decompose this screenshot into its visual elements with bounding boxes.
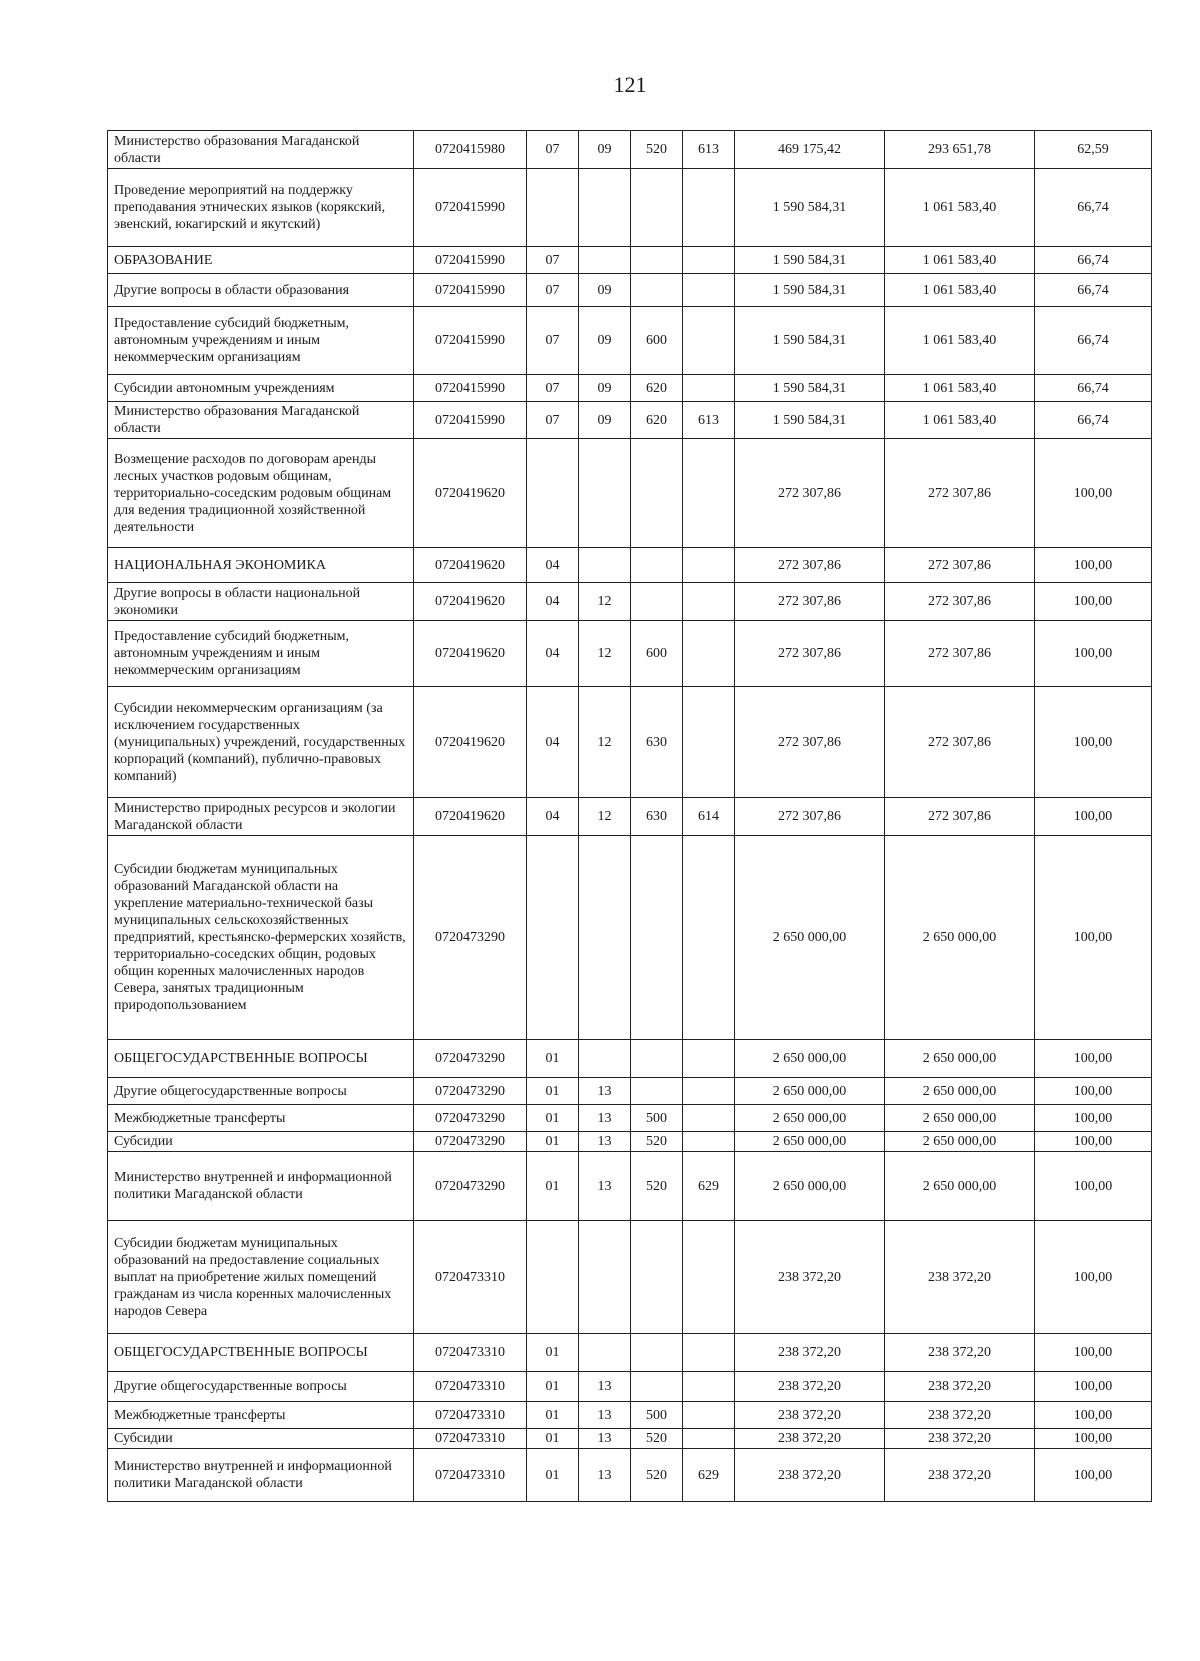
subsection-cell <box>579 1040 631 1078</box>
administrator-cell: 613 <box>683 131 735 169</box>
execution-percent-cell: 66,74 <box>1035 169 1152 247</box>
target-article-cell: 0720473290 <box>414 1152 527 1221</box>
target-article-cell: 0720473310 <box>414 1372 527 1402</box>
subsection-cell: 13 <box>579 1105 631 1132</box>
administrator-cell: 614 <box>683 798 735 836</box>
planned-amount-cell: 1 590 584,31 <box>735 375 885 402</box>
row-name-cell: Субсидии <box>108 1429 414 1449</box>
execution-percent-cell: 100,00 <box>1035 621 1152 687</box>
expense-type-cell <box>631 1040 683 1078</box>
expense-type-cell <box>631 1334 683 1372</box>
table-row <box>108 1334 1152 1372</box>
expense-type-cell: 500 <box>631 1105 683 1132</box>
subsection-cell <box>579 169 631 247</box>
expense-type-cell <box>631 169 683 247</box>
executed-amount-cell: 293 651,78 <box>885 131 1035 169</box>
row-name-cell: Субсидии бюджетам муниципальных образований на предоставление социальных выплат на приобретение жилых помещений гражданам из числа коренных малочисленных народов Севера <box>108 1221 414 1334</box>
planned-amount-cell: 238 372,20 <box>735 1221 885 1334</box>
table-row <box>108 1402 1152 1429</box>
row-name-cell: Возмещение расходов по договорам аренды лесных участков родовым общинам, территориально-соседским родовым общинам для ведения традиционной хозяйственной деятельности <box>108 439 414 548</box>
administrator-cell <box>683 1078 735 1105</box>
executed-amount-cell: 2 650 000,00 <box>885 1152 1035 1221</box>
planned-amount-cell: 1 590 584,31 <box>735 274 885 307</box>
execution-percent-cell: 100,00 <box>1035 1078 1152 1105</box>
table-row <box>108 307 1152 375</box>
expense-type-cell: 500 <box>631 1402 683 1429</box>
table-row <box>108 583 1152 621</box>
row-name-cell: ОБЩЕГОСУДАРСТВЕННЫЕ ВОПРОСЫ <box>108 1334 414 1372</box>
planned-amount-cell: 2 650 000,00 <box>735 1078 885 1105</box>
executed-amount-cell: 1 061 583,40 <box>885 402 1035 439</box>
section-cell <box>527 836 579 1040</box>
administrator-cell <box>683 1429 735 1449</box>
execution-percent-cell: 100,00 <box>1035 1334 1152 1372</box>
executed-amount-cell: 272 307,86 <box>885 687 1035 798</box>
expense-type-cell: 520 <box>631 1152 683 1221</box>
execution-percent-cell: 100,00 <box>1035 1132 1152 1152</box>
execution-percent-cell: 100,00 <box>1035 548 1152 583</box>
table-row <box>108 548 1152 583</box>
table-row <box>108 1132 1152 1152</box>
executed-amount-cell: 272 307,86 <box>885 621 1035 687</box>
subsection-cell: 12 <box>579 621 631 687</box>
table-row <box>108 1078 1152 1105</box>
expense-type-cell: 630 <box>631 798 683 836</box>
row-name-cell: Предоставление субсидий бюджетным, автономным учреждениям и иным некоммерческим организациям <box>108 307 414 375</box>
expense-type-cell: 520 <box>631 1132 683 1152</box>
table-row <box>108 169 1152 247</box>
section-cell: 01 <box>527 1429 579 1449</box>
subsection-cell <box>579 836 631 1040</box>
expense-type-cell <box>631 583 683 621</box>
executed-amount-cell: 2 650 000,00 <box>885 1040 1035 1078</box>
executed-amount-cell: 1 061 583,40 <box>885 274 1035 307</box>
row-name-cell: Межбюджетные трансферты <box>108 1402 414 1429</box>
execution-percent-cell: 100,00 <box>1035 1372 1152 1402</box>
execution-percent-cell: 100,00 <box>1035 1429 1152 1449</box>
expense-type-cell: 520 <box>631 131 683 169</box>
target-article-cell: 0720473290 <box>414 1040 527 1078</box>
expense-type-cell: 630 <box>631 687 683 798</box>
target-article-cell: 0720415990 <box>414 169 527 247</box>
expense-type-cell: 520 <box>631 1429 683 1449</box>
target-article-cell: 0720415990 <box>414 402 527 439</box>
target-article-cell: 0720473290 <box>414 836 527 1040</box>
section-cell: 01 <box>527 1132 579 1152</box>
execution-percent-cell: 66,74 <box>1035 307 1152 375</box>
section-cell: 01 <box>527 1372 579 1402</box>
expense-type-cell <box>631 1078 683 1105</box>
section-cell <box>527 439 579 548</box>
expense-type-cell: 600 <box>631 307 683 375</box>
section-cell <box>527 169 579 247</box>
administrator-cell <box>683 1105 735 1132</box>
subsection-cell: 09 <box>579 375 631 402</box>
target-article-cell: 0720419620 <box>414 798 527 836</box>
administrator-cell <box>683 583 735 621</box>
execution-percent-cell: 66,74 <box>1035 375 1152 402</box>
subsection-cell: 12 <box>579 798 631 836</box>
row-name-cell: Министерство внутренней и информационной политики Магаданской области <box>108 1152 414 1221</box>
subsection-cell: 13 <box>579 1449 631 1502</box>
budget-table <box>107 130 1152 1502</box>
subsection-cell: 13 <box>579 1132 631 1152</box>
subsection-cell: 09 <box>579 402 631 439</box>
administrator-cell <box>683 375 735 402</box>
table-row <box>108 1105 1152 1132</box>
section-cell: 04 <box>527 798 579 836</box>
execution-percent-cell: 100,00 <box>1035 1105 1152 1132</box>
executed-amount-cell: 2 650 000,00 <box>885 836 1035 1040</box>
table-row <box>108 1429 1152 1449</box>
subsection-cell: 12 <box>579 687 631 798</box>
administrator-cell <box>683 836 735 1040</box>
planned-amount-cell: 1 590 584,31 <box>735 402 885 439</box>
target-article-cell: 0720419620 <box>414 439 527 548</box>
subsection-cell: 13 <box>579 1078 631 1105</box>
planned-amount-cell: 272 307,86 <box>735 621 885 687</box>
subsection-cell: 13 <box>579 1402 631 1429</box>
execution-percent-cell: 66,74 <box>1035 274 1152 307</box>
section-cell: 01 <box>527 1040 579 1078</box>
section-cell: 07 <box>527 402 579 439</box>
administrator-cell <box>683 621 735 687</box>
table-row <box>108 687 1152 798</box>
expense-type-cell <box>631 439 683 548</box>
executed-amount-cell: 238 372,20 <box>885 1221 1035 1334</box>
row-name-cell: Субсидии некоммерческим организациям (за исключением государственных (муниципальных) учреждений, государственных корпораций (компаний), публично-правовых компаний) <box>108 687 414 798</box>
row-name-cell: Министерство природных ресурсов и экологии Магаданской области <box>108 798 414 836</box>
row-name-cell: ОБЩЕГОСУДАРСТВЕННЫЕ ВОПРОСЫ <box>108 1040 414 1078</box>
administrator-cell <box>683 274 735 307</box>
planned-amount-cell: 238 372,20 <box>735 1402 885 1429</box>
subsection-cell <box>579 548 631 583</box>
expense-type-cell <box>631 1221 683 1334</box>
section-cell: 01 <box>527 1402 579 1429</box>
section-cell: 07 <box>527 274 579 307</box>
target-article-cell: 0720473310 <box>414 1402 527 1429</box>
target-article-cell: 0720473290 <box>414 1132 527 1152</box>
execution-percent-cell: 100,00 <box>1035 583 1152 621</box>
row-name-cell: Субсидии бюджетам муниципальных образований Магаданской области на укрепление материально-технической базы муниципальных сельскохозяйственных предприятий, крестьянско-фермерских хозяйств, территориально-соседских общин, родовых общин коренных малочисленных народов Севера, занятых традиционным природопользованием <box>108 836 414 1040</box>
subsection-cell: 13 <box>579 1152 631 1221</box>
target-article-cell: 0720419620 <box>414 621 527 687</box>
row-name-cell: Министерство внутренней и информационной политики Магаданской области <box>108 1449 414 1502</box>
execution-percent-cell: 66,74 <box>1035 247 1152 274</box>
row-name-cell: Министерство образования Магаданской области <box>108 402 414 439</box>
row-name-cell: Другие вопросы в области образования <box>108 274 414 307</box>
administrator-cell: 629 <box>683 1152 735 1221</box>
subsection-cell: 09 <box>579 307 631 375</box>
section-cell: 01 <box>527 1334 579 1372</box>
expense-type-cell <box>631 247 683 274</box>
administrator-cell <box>683 687 735 798</box>
section-cell: 07 <box>527 131 579 169</box>
executed-amount-cell: 2 650 000,00 <box>885 1105 1035 1132</box>
planned-amount-cell: 1 590 584,31 <box>735 247 885 274</box>
execution-percent-cell: 100,00 <box>1035 798 1152 836</box>
row-name-cell: Межбюджетные трансферты <box>108 1105 414 1132</box>
row-name-cell: НАЦИОНАЛЬНАЯ ЭКОНОМИКА <box>108 548 414 583</box>
table-row <box>108 274 1152 307</box>
planned-amount-cell: 2 650 000,00 <box>735 1132 885 1152</box>
target-article-cell: 0720419620 <box>414 548 527 583</box>
executed-amount-cell: 1 061 583,40 <box>885 307 1035 375</box>
section-cell: 01 <box>527 1152 579 1221</box>
administrator-cell <box>683 169 735 247</box>
table-row <box>108 621 1152 687</box>
execution-percent-cell: 100,00 <box>1035 687 1152 798</box>
table-row <box>108 1040 1152 1078</box>
executed-amount-cell: 238 372,20 <box>885 1402 1035 1429</box>
table-row <box>108 439 1152 548</box>
planned-amount-cell: 238 372,20 <box>735 1449 885 1502</box>
planned-amount-cell: 2 650 000,00 <box>735 1152 885 1221</box>
administrator-cell <box>683 439 735 548</box>
target-article-cell: 0720473310 <box>414 1221 527 1334</box>
target-article-cell: 0720473310 <box>414 1429 527 1449</box>
target-article-cell: 0720419620 <box>414 583 527 621</box>
target-article-cell: 0720415990 <box>414 375 527 402</box>
section-cell: 07 <box>527 247 579 274</box>
table-row <box>108 247 1152 274</box>
executed-amount-cell: 272 307,86 <box>885 583 1035 621</box>
executed-amount-cell: 238 372,20 <box>885 1372 1035 1402</box>
planned-amount-cell: 238 372,20 <box>735 1429 885 1449</box>
executed-amount-cell: 1 061 583,40 <box>885 247 1035 274</box>
execution-percent-cell: 100,00 <box>1035 1152 1152 1221</box>
expense-type-cell <box>631 548 683 583</box>
executed-amount-cell: 238 372,20 <box>885 1449 1035 1502</box>
planned-amount-cell: 238 372,20 <box>735 1334 885 1372</box>
executed-amount-cell: 1 061 583,40 <box>885 375 1035 402</box>
subsection-cell <box>579 1334 631 1372</box>
planned-amount-cell: 272 307,86 <box>735 583 885 621</box>
row-name-cell: Предоставление субсидий бюджетным, автономным учреждениям и иным некоммерческим организациям <box>108 621 414 687</box>
target-article-cell: 0720473310 <box>414 1334 527 1372</box>
planned-amount-cell: 238 372,20 <box>735 1372 885 1402</box>
target-article-cell: 0720419620 <box>414 687 527 798</box>
execution-percent-cell: 100,00 <box>1035 836 1152 1040</box>
subsection-cell: 13 <box>579 1372 631 1402</box>
expense-type-cell: 600 <box>631 621 683 687</box>
row-name-cell: Другие общегосударственные вопросы <box>108 1372 414 1402</box>
executed-amount-cell: 272 307,86 <box>885 798 1035 836</box>
planned-amount-cell: 2 650 000,00 <box>735 1040 885 1078</box>
subsection-cell: 12 <box>579 583 631 621</box>
planned-amount-cell: 272 307,86 <box>735 548 885 583</box>
row-name-cell: Проведение мероприятий на поддержку преподавания этнических языков (корякский, эвенский, юкагирский и якутский) <box>108 169 414 247</box>
planned-amount-cell: 1 590 584,31 <box>735 169 885 247</box>
target-article-cell: 0720415980 <box>414 131 527 169</box>
target-article-cell: 0720415990 <box>414 307 527 375</box>
subsection-cell <box>579 1221 631 1334</box>
administrator-cell <box>683 1132 735 1152</box>
executed-amount-cell: 272 307,86 <box>885 548 1035 583</box>
section-cell: 01 <box>527 1078 579 1105</box>
table-row <box>108 1449 1152 1502</box>
table-row <box>108 798 1152 836</box>
table-row <box>108 1152 1152 1221</box>
executed-amount-cell: 2 650 000,00 <box>885 1078 1035 1105</box>
section-cell: 04 <box>527 687 579 798</box>
table-row <box>108 375 1152 402</box>
administrator-cell <box>683 247 735 274</box>
table-body <box>108 131 1152 1502</box>
planned-amount-cell: 469 175,42 <box>735 131 885 169</box>
row-name-cell: Субсидии автономным учреждениям <box>108 375 414 402</box>
table-row <box>108 402 1152 439</box>
row-name-cell: Субсидии <box>108 1132 414 1152</box>
executed-amount-cell: 238 372,20 <box>885 1334 1035 1372</box>
target-article-cell: 0720415990 <box>414 274 527 307</box>
target-article-cell: 0720473290 <box>414 1105 527 1132</box>
table-row <box>108 1372 1152 1402</box>
table-row <box>108 1221 1152 1334</box>
section-cell: 01 <box>527 1449 579 1502</box>
subsection-cell <box>579 247 631 274</box>
planned-amount-cell: 2 650 000,00 <box>735 836 885 1040</box>
administrator-cell <box>683 1334 735 1372</box>
page-number: 121 <box>613 72 647 97</box>
target-article-cell: 0720415990 <box>414 247 527 274</box>
subsection-cell <box>579 439 631 548</box>
planned-amount-cell: 272 307,86 <box>735 439 885 548</box>
administrator-cell <box>683 1372 735 1402</box>
expense-type-cell <box>631 274 683 307</box>
planned-amount-cell: 272 307,86 <box>735 798 885 836</box>
execution-percent-cell: 100,00 <box>1035 1402 1152 1429</box>
planned-amount-cell: 272 307,86 <box>735 687 885 798</box>
execution-percent-cell: 100,00 <box>1035 1040 1152 1078</box>
subsection-cell: 09 <box>579 274 631 307</box>
expense-type-cell <box>631 836 683 1040</box>
section-cell: 04 <box>527 583 579 621</box>
row-name-cell: ОБРАЗОВАНИЕ <box>108 247 414 274</box>
target-article-cell: 0720473310 <box>414 1449 527 1502</box>
row-name-cell: Другие общегосударственные вопросы <box>108 1078 414 1105</box>
section-cell: 04 <box>527 621 579 687</box>
executed-amount-cell: 272 307,86 <box>885 439 1035 548</box>
expense-type-cell: 620 <box>631 375 683 402</box>
subsection-cell: 13 <box>579 1429 631 1449</box>
section-cell <box>527 1221 579 1334</box>
table-row <box>108 131 1152 169</box>
section-cell: 04 <box>527 548 579 583</box>
execution-percent-cell: 100,00 <box>1035 1449 1152 1502</box>
administrator-cell <box>683 1402 735 1429</box>
administrator-cell <box>683 1221 735 1334</box>
administrator-cell <box>683 307 735 375</box>
expense-type-cell: 520 <box>631 1449 683 1502</box>
execution-percent-cell: 66,74 <box>1035 402 1152 439</box>
subsection-cell: 09 <box>579 131 631 169</box>
execution-percent-cell: 100,00 <box>1035 439 1152 548</box>
expense-type-cell <box>631 1372 683 1402</box>
expense-type-cell: 620 <box>631 402 683 439</box>
administrator-cell: 629 <box>683 1449 735 1502</box>
executed-amount-cell: 2 650 000,00 <box>885 1132 1035 1152</box>
section-cell: 07 <box>527 375 579 402</box>
executed-amount-cell: 1 061 583,40 <box>885 169 1035 247</box>
execution-percent-cell: 100,00 <box>1035 1221 1152 1334</box>
section-cell: 01 <box>527 1105 579 1132</box>
section-cell: 07 <box>527 307 579 375</box>
row-name-cell: Министерство образования Магаданской области <box>108 131 414 169</box>
table-row <box>108 836 1152 1040</box>
row-name-cell: Другие вопросы в области национальной экономики <box>108 583 414 621</box>
execution-percent-cell: 62,59 <box>1035 131 1152 169</box>
planned-amount-cell: 2 650 000,00 <box>735 1105 885 1132</box>
administrator-cell <box>683 1040 735 1078</box>
administrator-cell: 613 <box>683 402 735 439</box>
administrator-cell <box>683 548 735 583</box>
planned-amount-cell: 1 590 584,31 <box>735 307 885 375</box>
executed-amount-cell: 238 372,20 <box>885 1429 1035 1449</box>
target-article-cell: 0720473290 <box>414 1078 527 1105</box>
